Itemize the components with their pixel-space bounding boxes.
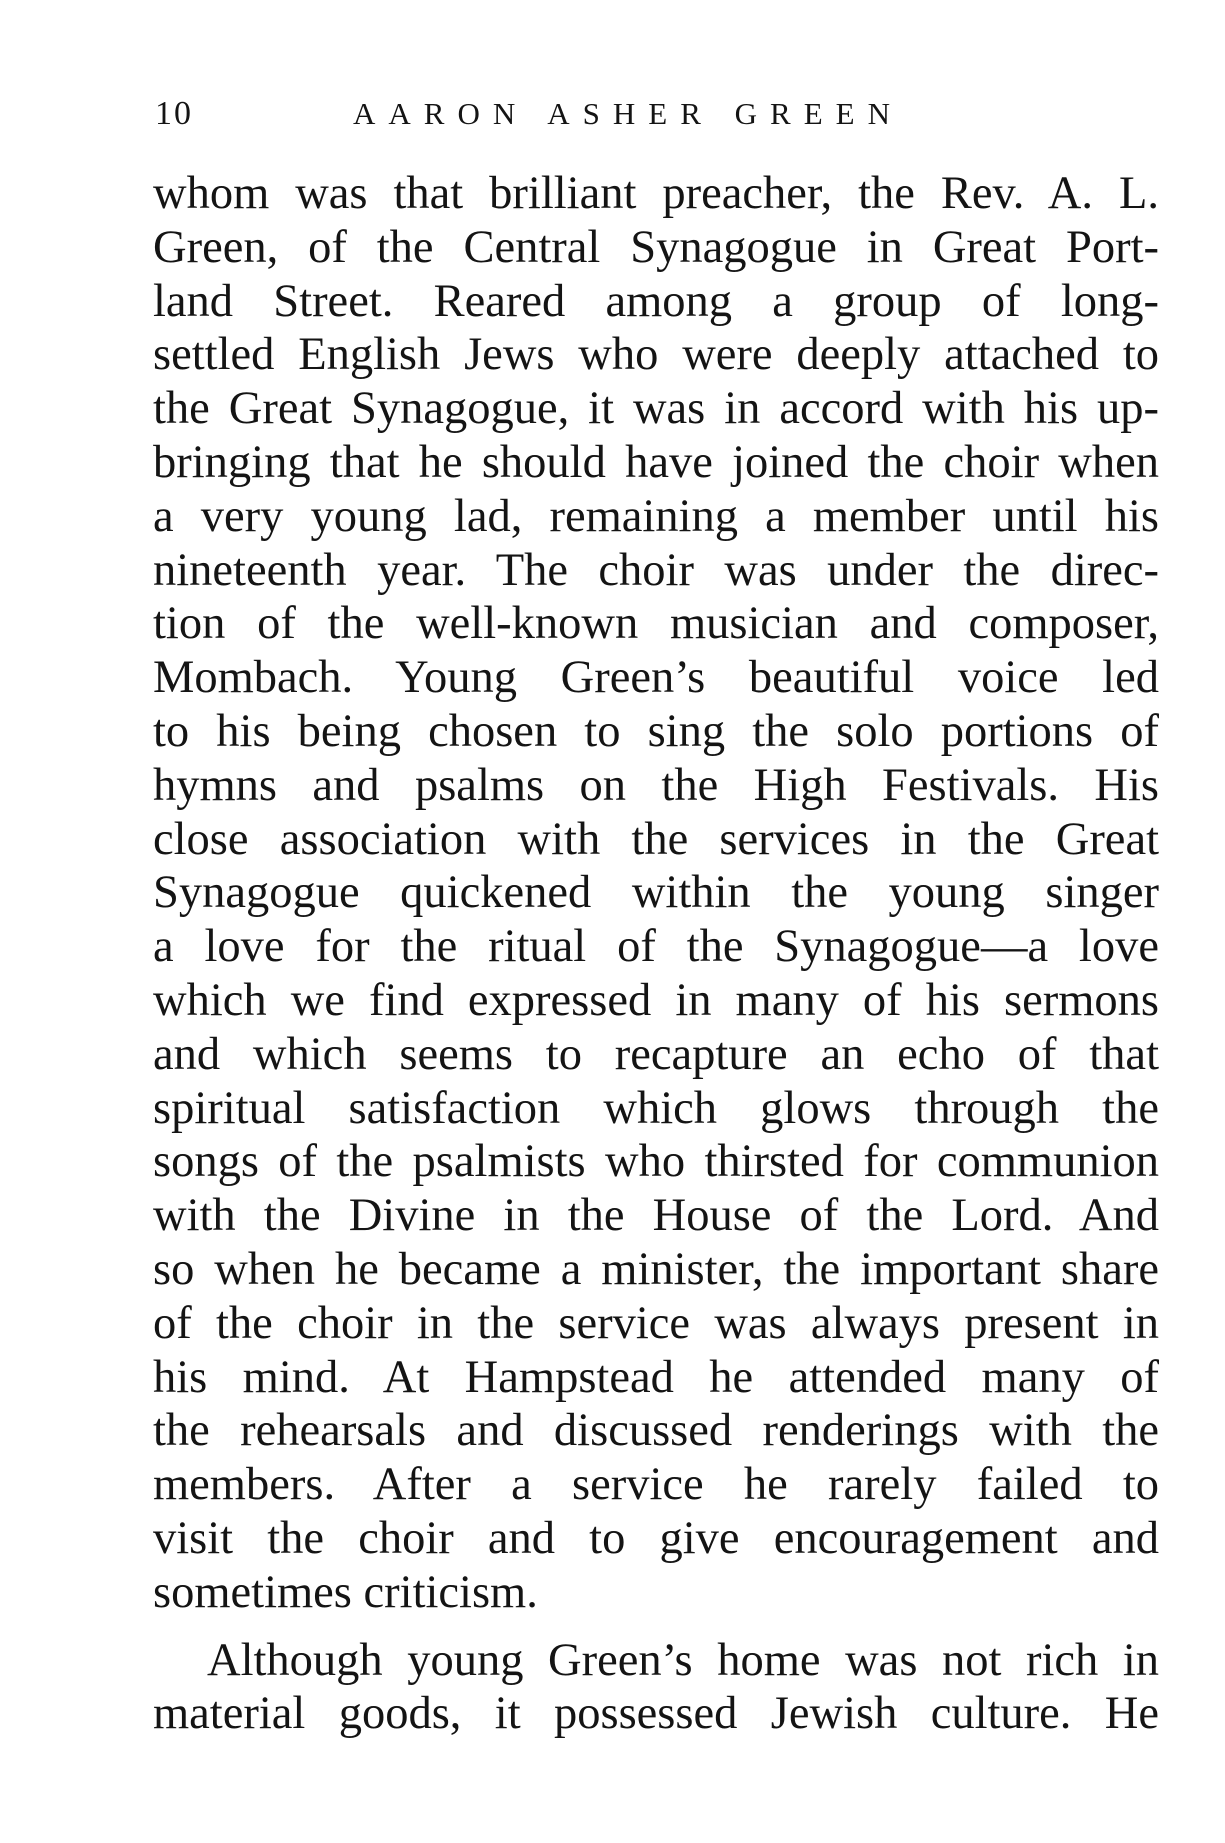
text-line: so when he became a minister, the important share [153, 1243, 1159, 1295]
text-line: visit the choir and to give encouragement and [153, 1512, 1159, 1564]
text-line: which we find expressed in many of his sermons [153, 974, 1159, 1026]
text-line: his mind. At Hampstead he attended many of [153, 1351, 1159, 1403]
text-line: Synagogue quickened within the young singer [153, 867, 1159, 919]
text-line: hymns and psalms on the High Festivals. His [153, 759, 1159, 811]
paragraph-gap [153, 1620, 1159, 1634]
text-line: spiritual satisfaction which glows through the [153, 1082, 1159, 1134]
text-line: Mombach. Young Green’s beautiful voice led [153, 652, 1159, 704]
text-line: the Great Synagogue, it was in accord with his up- [153, 383, 1159, 435]
body-text [153, 167, 1159, 1741]
text-line: and which seems to recapture an echo of that [153, 1028, 1159, 1080]
text-line: whom was that brilliant preacher, the Rev. A. L. [153, 168, 1159, 219]
paragraph-2 [153, 1634, 1159, 1742]
text-line: nineteenth year. The choir was under the direc- [153, 544, 1159, 596]
text-line: close association with the services in the Great [153, 813, 1159, 865]
page-number: 10 [155, 95, 193, 132]
text-line: Green, of the Central Synagogue in Great Port- [153, 221, 1159, 273]
text-line: with the Divine in the House of the Lord. And [153, 1190, 1159, 1242]
text-line: to his being chosen to sing the solo portions of [153, 705, 1159, 757]
text-line: songs of the psalmists who thirsted for communion [153, 1136, 1159, 1188]
running-head [155, 92, 1155, 136]
text-line: of the choir in the service was always present in [153, 1297, 1159, 1349]
text-line: Although young Green’s home was not rich in [207, 1634, 1159, 1686]
text-line: the rehearsals and discussed renderings with the [153, 1405, 1159, 1457]
text-line: settled English Jews who were deeply attached to [153, 329, 1159, 381]
text-line: bringing that he should have joined the choir when [153, 436, 1159, 488]
running-title: AARON ASHER GREEN [353, 96, 903, 131]
paragraph-1 [153, 167, 1159, 1620]
text-line: sometimes criticism. [153, 1566, 538, 1618]
text-line: a very young lad, remaining a member until his [153, 490, 1159, 542]
text-line: tion of the well-known musician and composer, [153, 598, 1159, 650]
text-line: land Street. Reared among a group of long- [153, 275, 1159, 327]
text-line: a love for the ritual of the Synagogue—a love [153, 921, 1159, 973]
text-line: material goods, it possessed Jewish culture. He [153, 1688, 1159, 1740]
text-line: members. After a service he rarely failed to [153, 1459, 1159, 1511]
